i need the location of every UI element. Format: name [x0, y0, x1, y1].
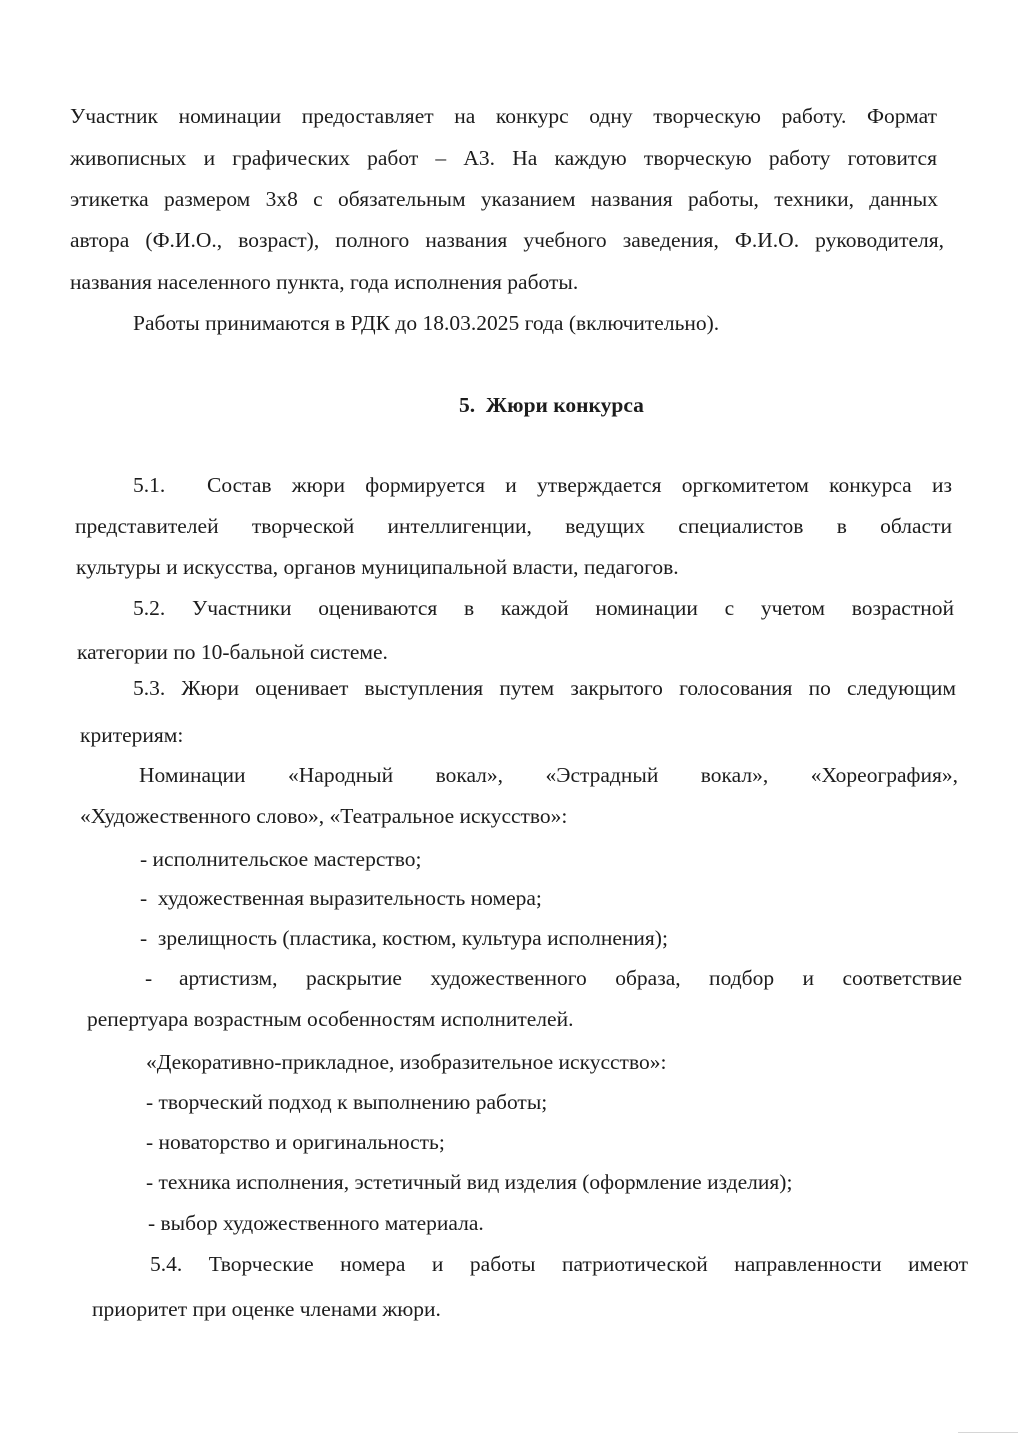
- paragraph-5-1-line: [133, 471, 952, 499]
- criteria-item: - новаторство и оригинальность;: [146, 1130, 445, 1154]
- scan-mark: [958, 1432, 1018, 1433]
- decorative-heading: «Декоративно-прикладное, изобразительное искусство»:: [146, 1050, 667, 1074]
- list-dash: -: [145, 966, 153, 990]
- criteria-item: - техника исполнения, эстетичный вид изделия (оформление изделия);: [146, 1170, 793, 1194]
- intro-line: живописных и графических работ – А3. На каждую творческую работу готовится: [70, 146, 937, 170]
- paragraph-text: Состав жюри формируется и утверждается оргкомитетом конкурса из: [207, 473, 952, 497]
- criteria-item: - исполнительское мастерство;: [140, 847, 422, 871]
- criteria-text: артистизм, раскрытие художественного образа, подбор и соответствие: [179, 966, 962, 990]
- intro-line: автора (Ф.И.О., возраст), полного названия учебного заведения, Ф.И.О. руководителя,: [70, 228, 944, 252]
- deadline-text: Работы принимаются в РДК до 18.03.2025 года (включительно).: [133, 311, 720, 335]
- paragraph-number: 5.1.: [133, 473, 166, 497]
- criteria-item: - выбор художественного материала.: [148, 1211, 484, 1235]
- paragraph-5-2-line: 5.2. Участники оцениваются в каждой номинации с учетом возрастной: [133, 596, 954, 620]
- paragraph-5-4-line: 5.4. Творческие номера и работы патриотической направленности имеют: [150, 1252, 968, 1276]
- intro-line: Участник номинации предоставляет на конкурс одну творческую работу. Формат: [70, 104, 937, 128]
- paragraph-5-3-line: 5.3. Жюри оценивает выступления путем закрытого голосования по следующим: [133, 676, 956, 700]
- section-heading: 5. Жюри конкурса: [459, 393, 644, 417]
- nominations-line: «Художественного слово», «Театральное искусство»:: [80, 804, 568, 828]
- paragraph-5-1-line: культуры и искусства, органов муниципальной власти, педагогов.: [76, 555, 679, 579]
- criteria-item: - зрелищность (пластика, костюм, культура исполнения);: [140, 926, 668, 950]
- paragraph-5-2-line: категории по 10-бальной системе.: [77, 640, 388, 664]
- paragraph-5-1-line: представителей творческой интеллигенции, ведущих специалистов в области: [75, 514, 952, 538]
- criteria-item: репертуара возрастным особенностям исполнителей.: [87, 1007, 574, 1031]
- nominations-line: Номинации «Народный вокал», «Эстрадный вокал», «Хореография»,: [139, 763, 958, 787]
- criteria-item: - творческий подход к выполнению работы;: [146, 1090, 548, 1114]
- criteria-item: [145, 964, 962, 992]
- criteria-item: - художественная выразительность номера;: [140, 886, 542, 910]
- paragraph-5-3-line: критериям:: [80, 723, 184, 747]
- paragraph-5-4-line: приоритет при оценке членами жюри.: [92, 1297, 441, 1321]
- intro-line: названия населенного пункта, года исполнения работы.: [70, 270, 579, 294]
- intro-line: этикетка размером 3х8 с обязательным указанием названия работы, техники, данных: [70, 187, 938, 211]
